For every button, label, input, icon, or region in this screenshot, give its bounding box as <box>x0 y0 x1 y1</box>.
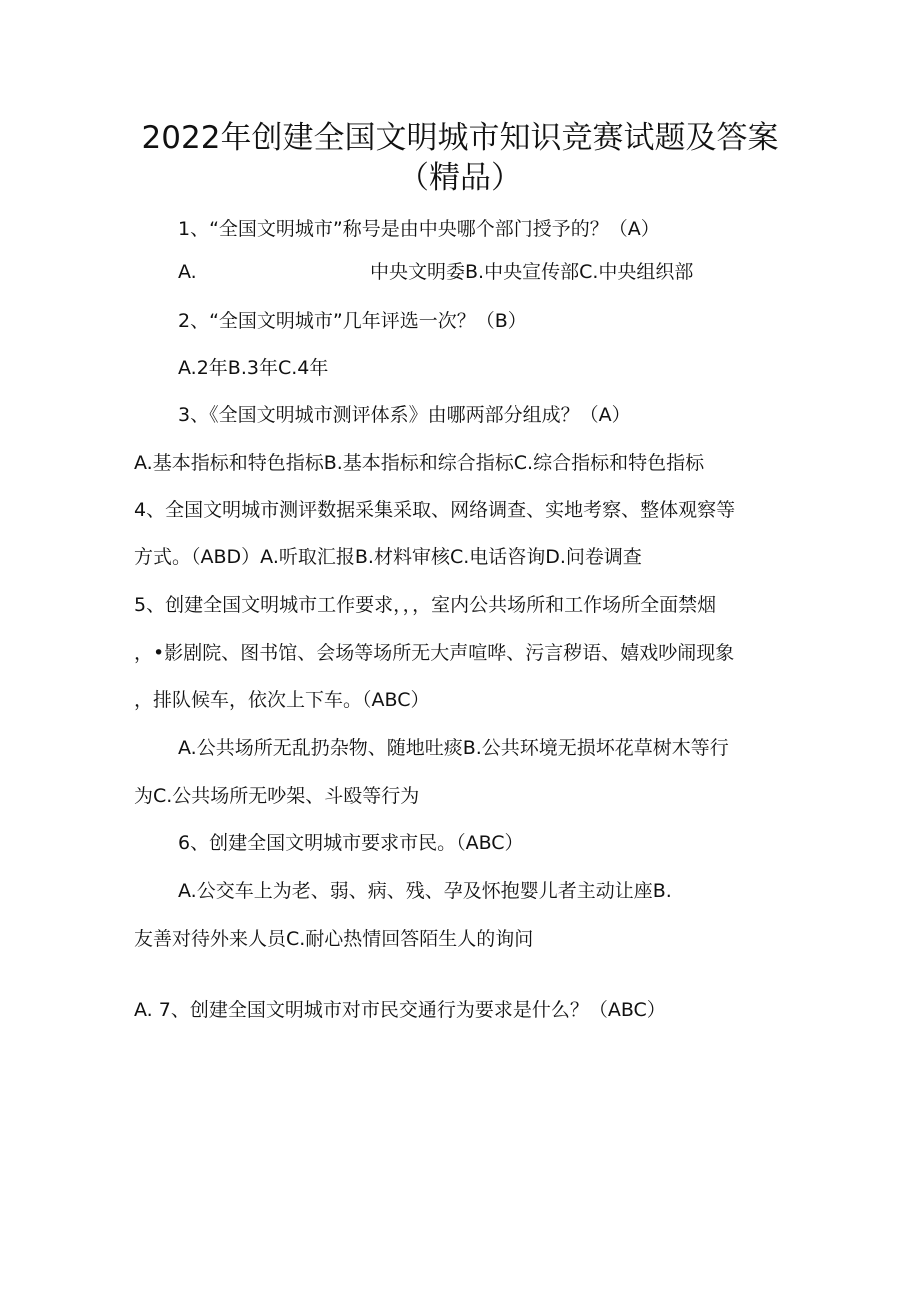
question-1: 1、“全国文明城市”称号是由中央哪个部门授予的？（A） <box>178 218 660 240</box>
document-title: 2022年创建全国文明城市知识竞赛试题及答案 <box>141 120 779 156</box>
question-4-cont: 方式。（ABD）A.听取汇报B.材料审核C.电话咨询D.问卷调查 <box>134 546 642 568</box>
question-4: 4、全国文明城市测评数据采集采取、网络调查、实地考察、整体观察等 <box>134 499 736 521</box>
q3-options: A.基本指标和特色指标B.基本指标和综合指标C.综合指标和特色指标 <box>134 452 705 474</box>
question-5-cont: ，•影剧院、图书馆、会场等场所无大声喧哗、污言秽语、嬉戏吵闹现象 <box>134 642 735 664</box>
q5-options-cont: 为C.公共场所无吵架、斗殴等行为 <box>134 785 420 807</box>
q5-options: A.公共场所无乱扔杂物、随地吐痰B.公共环境无损坏花草树木等行 <box>178 737 729 759</box>
q6-options-cont: 友善对待外来人员C.耐心热情回答陌生人的询问 <box>134 928 534 950</box>
q6-options: A.公交车上为老、弱、病、残、孕及怀抱婴儿者主动让座B. <box>178 880 672 902</box>
question-2: 2、“全国文明城市”几年评选一次？（B） <box>178 310 527 332</box>
question-5: 5、创建全国文明城市工作要求，，，室内公共场所和工作场所全面禁烟 <box>134 594 717 616</box>
question-7: A. 7、创建全国文明城市对市民交通行为要求是什么？（ABC） <box>134 999 666 1021</box>
q1-option-a: A. <box>178 261 197 283</box>
question-3: 3、《全国文明城市测评体系》由哪两部分组成？（A） <box>178 404 631 426</box>
q2-options: A.2年B.3年C.4年 <box>178 357 329 379</box>
question-6: 6、创建全国文明城市要求市民。（ABC） <box>178 832 524 854</box>
question-5-cont-2: ，排队候车，依次上下车。（ABC） <box>134 689 430 711</box>
document-title-suffix: （精品） <box>398 160 522 196</box>
q1-options: 中央文明委B.中央宣传部C.中央组织部 <box>370 261 694 283</box>
